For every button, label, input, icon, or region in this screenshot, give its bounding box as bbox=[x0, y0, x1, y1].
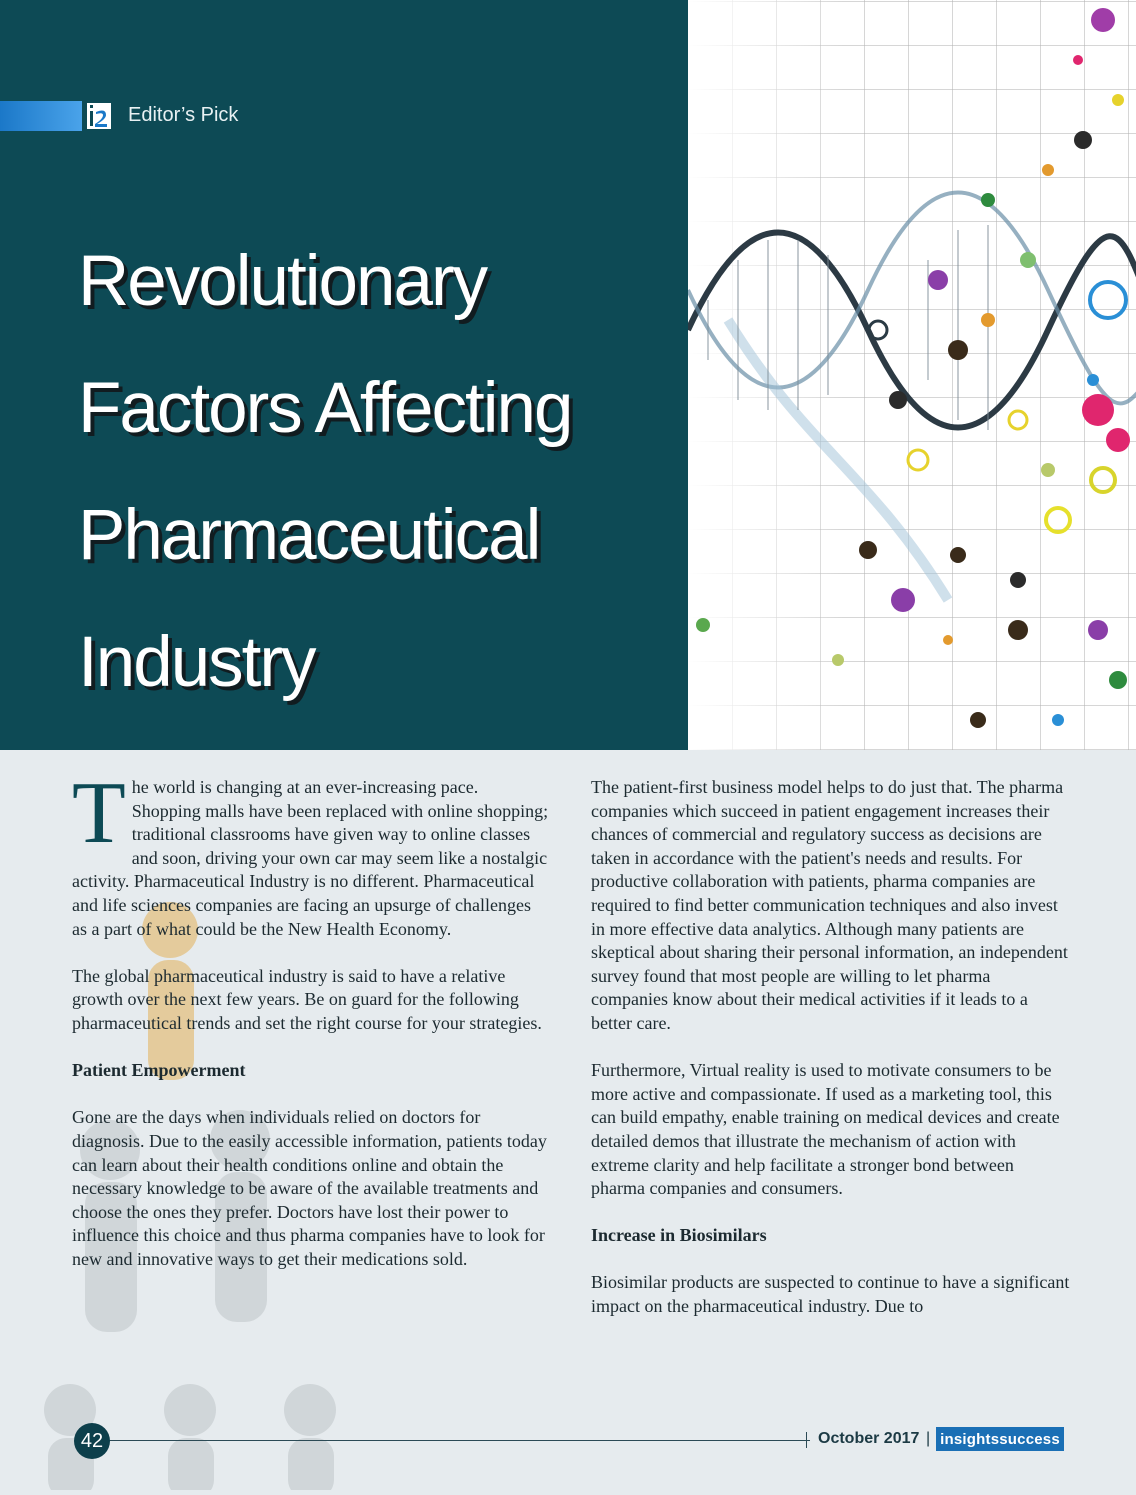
article-column-left bbox=[72, 765, 550, 1295]
title-line: Revolutionary bbox=[78, 242, 487, 321]
footer-rule bbox=[100, 1440, 810, 1441]
body-paragraph: Biosimilar products are suspected to continue to have a significant impact on the pharmaceutical industry. Due to bbox=[591, 1272, 1070, 1317]
page-number: 42 bbox=[74, 1423, 110, 1459]
title-line: Pharmaceutical bbox=[78, 496, 540, 575]
article-title bbox=[78, 218, 678, 726]
dna-illustration bbox=[688, 0, 1136, 750]
issue-date: October 2017 bbox=[818, 1430, 920, 1447]
magazine-logo-icon bbox=[84, 101, 114, 131]
footer-separator: | bbox=[926, 1430, 931, 1447]
title-line: Factors Affecting bbox=[78, 369, 572, 448]
article-column-right bbox=[591, 776, 1071, 1342]
section-label: Editor’s Pick bbox=[128, 104, 239, 126]
drop-cap: T bbox=[72, 765, 126, 862]
body-paragraph: The global pharmaceutical industry is said to have a relative growth over the next few years. Be on guard for the following pharmaceutical trends and set the right course for your strategies. bbox=[72, 965, 542, 1033]
section-heading: Increase in Biosimilars bbox=[591, 1225, 767, 1246]
footer-rule-end bbox=[806, 1432, 807, 1448]
section-heading: Patient Empowerment bbox=[72, 1060, 246, 1081]
section-accent-bar bbox=[0, 101, 82, 131]
body-paragraph: The patient-first business model helps to do just that. The pharma companies which succeed in patient engagement increases their chances of commercial and regulatory success as decisions are taken in accordance with the patient's needs and results. For productive collaboration with patients, pharma companies are required to find better communication techniques and also invest in more effective data analytics. Although many patients are skeptical about sharing their personal information, an independent survey found that most people are willing to let pharma companies know about their medical activities if it leads to a better care. bbox=[591, 777, 1068, 1033]
intro-paragraph bbox=[72, 765, 550, 941]
title-line: Industry bbox=[78, 623, 315, 702]
brand-logo: insightssuccess bbox=[936, 1427, 1064, 1451]
intro-text: he world is changing at an ever-increasing pace. Shopping malls have been replaced with online shopping; traditional classrooms have given way to online classes and soon, driving your own car may seem like a nostalgic activity. Pharmaceutical Industry is no different. Pharmaceutical and life sciences companies are facing an upsurge of challenges as a part of what could be the New Health Economy. bbox=[72, 777, 549, 939]
body-paragraph: Furthermore, Virtual reality is used to motivate consumers to be more active and compassionate. If used as a marketing tool, this can build empathy, enable training on medical devices and create detailed demos that illustrate the mechanism of action with extreme clarity and help facilitate a stronger bond between pharma companies and consumers. bbox=[591, 1060, 1060, 1199]
body-paragraph: Gone are the days when individuals relied on doctors for diagnosis. Due to the easily accessible information, patients today can learn about their health conditions online and obtain the necessary knowledge to be aware of the available treatments and choose the ones they prefer. Doctors have lost their power to influence this choice and thus pharma companies have to look for new and innovative ways to get their medications sold. bbox=[72, 1107, 547, 1269]
